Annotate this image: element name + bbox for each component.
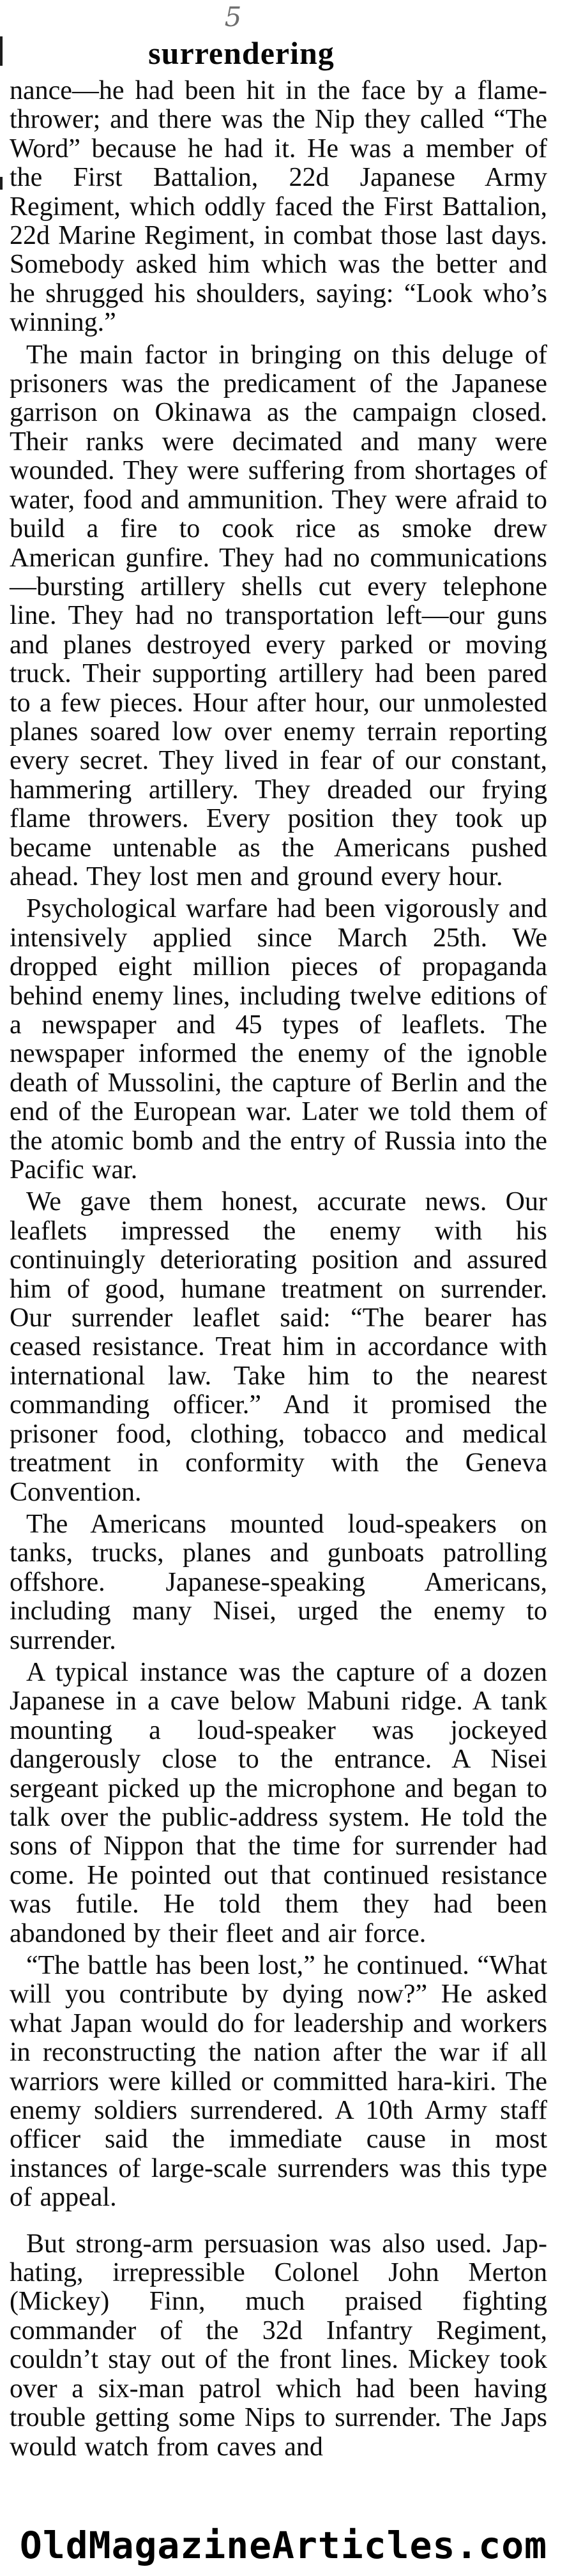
paragraph: nance—he had been hit in the face by a flame-thrower; and there was the Nip they called “The Word” because he had it. He was a member of the First Battalion, 22d Japanese Army Regiment, which oddly faced the First Battalion, 22d Marine Regiment, in combat those last days. Somebody asked him which was the better and he shrugged his shoulders, saying: “Look who’s winning.” [10, 76, 547, 338]
paragraph: A typical instance was the capture of a dozen Japanese in a cave below Mabuni ridge. A tank mounting a loud-speaker was jockeyed dangerously close to the entrance. A Nisei sergeant picked up the microphone and began to talk over the public-address system. He told the sons of Nippon that the time for surrender had come. He pointed out that continued resistance was futile. He told them they had been abandoned by their fleet and air force. [10, 1657, 547, 1948]
paragraph: The main factor in bringing on this deluge of prisoners was the predicament of the Japanese garrison on Okinawa as the campaign closed. Their ranks were decimated and many were wounded. They were suffering from shortages of water, food and ammunition. They were afraid to build a fire to cook rice as smoke drew American gunfire. They had no communications—bursting artillery shells cut every telephone line. They had no transportation left—our guns and planes destroyed every parked or moving truck. Their supporting artillery had been pared to a few pieces. Hour after hour, our unmolested planes soared low over enemy terrain reporting every secret. They lived in fear of our constant, hammering artillery. They dreaded our frying flame throwers. Every position they took up became untenable as the Americans pushed ahead. They lost men and ground every hour. [10, 340, 547, 891]
paragraph: We gave them honest, accurate news. Our leaflets impressed the enemy with his continuingly deteriorating position and assured him of good, humane treatment on surrender. Our surrender leaflet said: “The bearer has ceased resistance. Treat him in accordance with international law. Take him to the nearest commanding officer.” And it promised the prisoner food, clothing, tobacco and medical treatment in conformity with the Geneva Convention. [10, 1187, 547, 1507]
paragraph: But strong-arm persuasion was also used. Jap-hating, irrepressible Colonel John Merton (Mickey) Finn, much praised fighting commander of the 32d Infantry Regiment, couldn’t stay out of the front lines. Mickey took over a six-man patrol which had been having trouble getting some Nips to surrender. The Japs would watch from caves and [10, 2229, 547, 2462]
watermark: OldMagazineArticles.com [19, 2524, 548, 2567]
article-body [10, 77, 547, 2462]
page-number: 5 [224, 1, 242, 33]
paragraph: Psychological warfare had been vigorously and intensively applied since March 25th. We dropped eight million pieces of propaganda behind enemy lines, including twelve editions of a newspaper and 45 types of leaflets. The newspaper informed the enemy of the ignoble death of Mussolini, the capture of Berlin and the end of the European war. Later we told them of the atomic bomb and the entry of Russia into the Pacific war. [10, 894, 547, 1185]
page-number-row [0, 0, 567, 32]
paragraph: “The battle has been lost,” he continued. “What will you contribute by dying now?” He asked what Japan would do for leadership and workers in reconstructing the nation after the war if all warriors were killed or committed hara-kiri. The enemy soldiers surrendered. A 10th Army staff officer said the immediate cause in most instances of large-scale surrenders was this type of appeal. [10, 1951, 547, 2213]
scan-edge-artifact [0, 177, 3, 190]
scan-edge-artifact [0, 36, 3, 66]
paragraph: The Americans mounted loud-speakers on tanks, trucks, planes and gunboats patrolling offshore. Japanese-speaking Americans, including many Nisei, urged the enemy to surrender. [10, 1509, 547, 1655]
article-title: surrendering [148, 35, 335, 71]
